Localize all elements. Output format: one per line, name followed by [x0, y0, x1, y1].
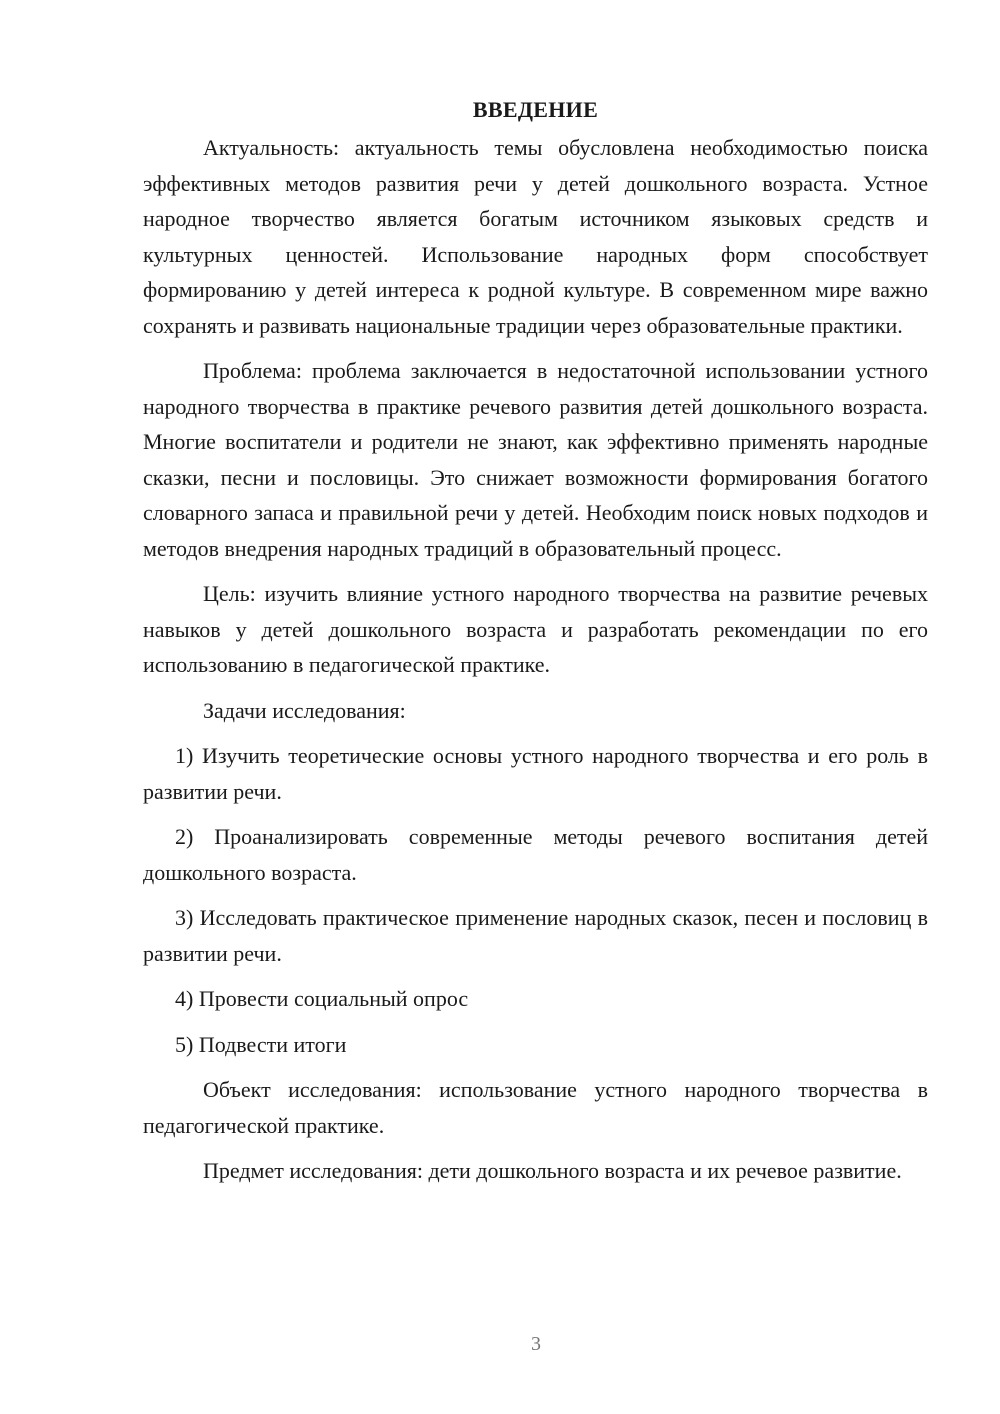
- task-item-4: 4) Провести социальный опрос: [175, 986, 469, 1011]
- page-title: ВВЕДЕНИЕ: [472, 97, 599, 122]
- subject-paragraph: Предмет исследования: дети дошкольного возраста и их речевое развитие.: [203, 1158, 902, 1183]
- goal-paragraph: Цель: изучить влияние устного народного творчества на развитие речевых навыков у детей дошкольного возраста и разработать рекомендации по его использованию в педагогической практике.: [143, 581, 928, 677]
- tasks-heading: Задачи исследования:: [203, 697, 406, 723]
- relevance-paragraph: Актуальность: актуальность темы обусловлена необходимостью поиска эффективных методов развития речи у детей дошкольного возраста. Устное народное творчество является богатым источником языковых средств и культурных ценностей. Использование народных форм способствует формированию у детей интереса к родной культуре. В современном мире важно сохранять и развивать национальные традиции через образовательные практики.: [143, 135, 928, 338]
- task-item-5: 5) Подвести итоги: [175, 1031, 347, 1057]
- page-number: 3: [531, 1333, 541, 1355]
- task-item-1: 1) Изучить теоретические основы устного народного творчества и его роль в развитии речи.: [143, 743, 928, 804]
- page-content: [143, 90, 928, 1199]
- problem-paragraph: Проблема: проблема заключается в недостаточной использовании устного народного творчества в практике речевого развития детей дошкольного возраста. Многие воспитатели и родители не знают, как эффективно применять народные сказки, песни и пословицы. Это снижает возможности формирования богатого словарного запаса и правильной речи у детей. Необходим поиск новых подходов и методов внедрения народных традиций в образовательный процесс.: [143, 358, 928, 561]
- task-item-3: 3) Исследовать практическое применение народных сказок, песен и пословиц в развитии речи.: [143, 905, 928, 966]
- object-paragraph: Объект исследования: использование устного народного творчества в педагогической практике.: [143, 1077, 928, 1138]
- task-item-2: 2) Проанализировать современные методы речевого воспитания детей дошкольного возраста.: [143, 824, 928, 885]
